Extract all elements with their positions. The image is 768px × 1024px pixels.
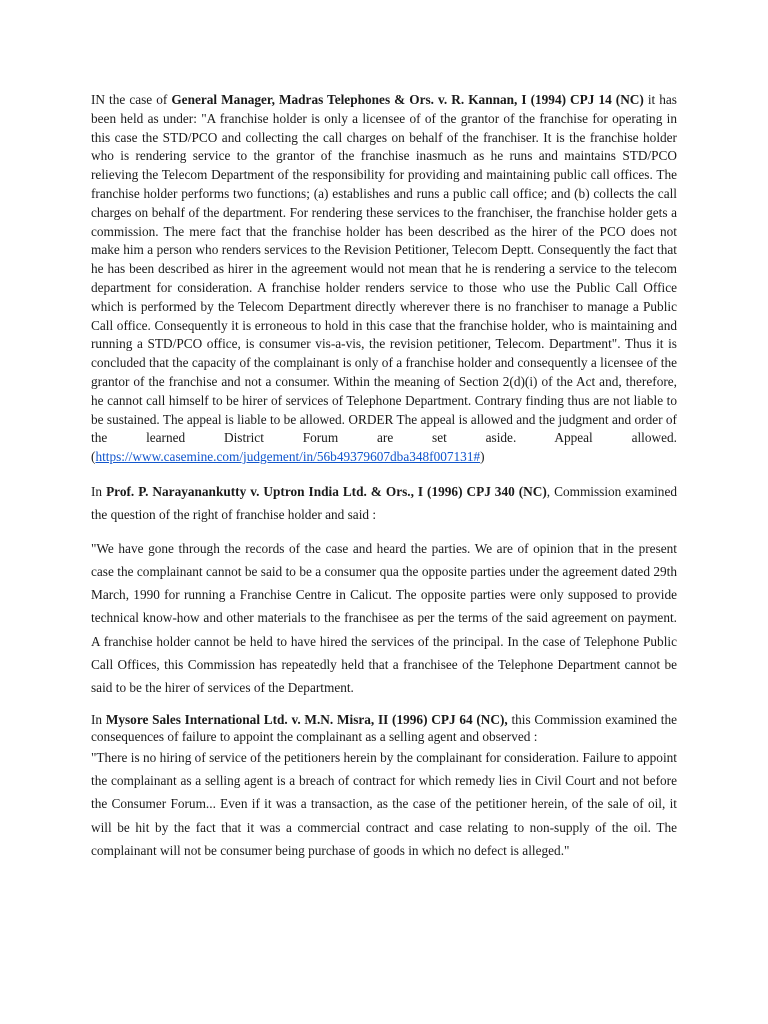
paragraph-narayanankutty (91, 480, 677, 527)
paragraph-body: "We have gone through the records of the case and heard the parties. We are of opinion that in the present case the complainant cannot be said to be a consumer qua the opposite parties under the agreement dated 29th March, 1990 for running a Franchise Centre in Calicut. The opposite parties were only supposed to provide technical know-how and other materials to the franchisee as per the terms of the said agreement on payment. A franchise holder cannot be held to have hired the services of the principal. In the case of Telephone Public Call Offices, this Commission has repeatedly held that a franchisee of the Telephone Department cannot be said to be the hirer of services of the Department. (91, 540, 677, 696)
paragraph-kannan (91, 91, 677, 467)
casemine-link[interactable]: https://www.casemine.com/judgement/in/56b49379607dba348f007131# (95, 449, 481, 465)
link-paren-close: ) (480, 449, 485, 465)
paragraph-quote-franchise (91, 537, 677, 700)
paragraph-body: , Commission examined the question of the right of franchise holder and said : (91, 483, 677, 523)
paragraph-body: "There is no hiring of service of the petitioners herein by the complainant for consideration. Failure to appoint the complainant as a selling agent is a breach of contract for which remedy lies in Civil Court and not before the Consumer Forum... Even if it was a transaction, as the case of the petitioner herein, of the sale of oil, it will be hit by the fact that it was a commercial contract and case relating to non-supply of the oil. The complainant will not be consumer being purchase of goods in which no defect is alleged." (91, 749, 677, 858)
case-citation: Prof. P. Narayanankutty v. Uptron India Ltd. & Ors., I (1996) CPJ 340 (NC) (106, 483, 547, 499)
paragraph-body: this Commission examined the consequences of failure to appoint the complainant as a selling agent and observed : (91, 711, 677, 745)
link-paren-open: ( (91, 449, 96, 465)
case-citation: Mysore Sales International Ltd. v. M.N. Misra, II (1996) CPJ 64 (NC), (105, 711, 508, 727)
paragraph-quote-hiring (91, 746, 677, 862)
paragraph-body: it has been held as under: "A franchise holder is only a licensee of of the grantor of the franchise for operating in this case the STD/PCO and collecting the call charges on behalf of the franchiser. It is the franchise holder who is rendering service to the grantor of the franchise inasmuch as he runs and maintains STD/PCO relieving the Telecom Department of the responsibility for providing and maintaining public call offices. The franchise holder performs two functions; (a) establishes and runs a public call office; and (b) collects the call charges on behalf of the department. For rendering these services to the franchiser, the franchise holder gets a commission. The mere fact that the franchise holder has been described as the hirer of the PCO does not make him a person who renders services to the Revision Petitioner, Telecom Deptt. Consequently the fact that he has been described as hirer in the agreement would not mean that he is rendering a service to the telecom department for consideration. A franchise holder renders service to those who use the Public Call Office which is performed by the Telecom Department directly wherever there is no franchiser to manage a Public Call office. Consequently it is erroneous to hold in this case that the franchise holder, who is maintaining and running a STD/PCO office, is consumer vis-a-vis, the revision petitioner, Telecom. Department". Thus it is concluded that the capacity of the complainant is only of a franchise holder and consequently a licensee of the grantor of the franchise and not a consumer. Within the meaning of Section 2(d)(i) of the Act and, therefore, he cannot call himself to be hirer of services of Telephone Department. Contrary finding thus are not liable to be sustained. The appeal is liable to be allowed. ORDER The appeal is allowed and the judgment and order of the learned District Forum are set aside. Appeal allowed. (91, 92, 677, 446)
paragraph-lead: In (91, 711, 106, 727)
case-citation: General Manager, Madras Telephones & Ors. v. R. Kannan, I (1994) CPJ 14 (NC) (171, 92, 644, 107)
paragraph-lead: In (91, 483, 107, 499)
document-page (91, 91, 677, 862)
paragraph-mysore-sales (91, 711, 677, 746)
paragraph-lead: IN the case of (91, 92, 172, 107)
